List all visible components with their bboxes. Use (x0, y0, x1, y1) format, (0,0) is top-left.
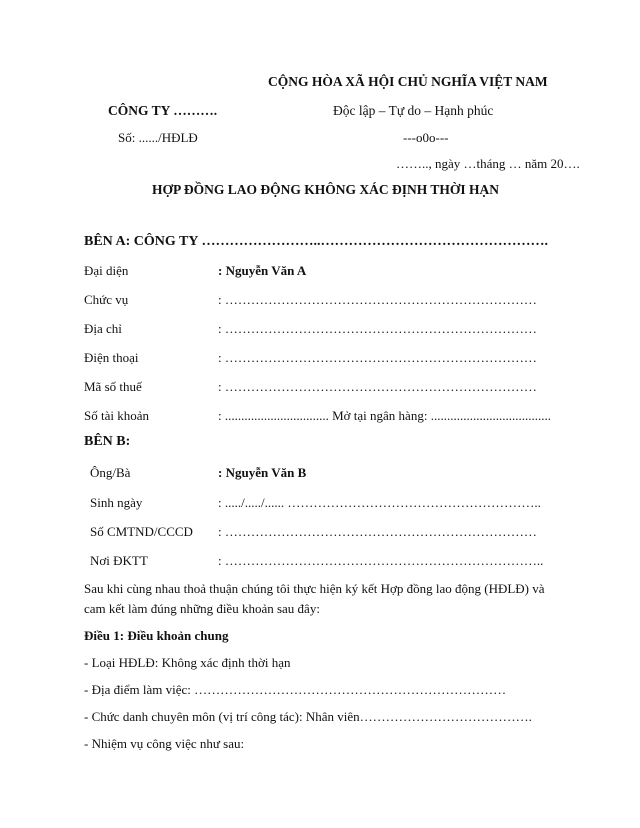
party-b-value-birthdate: : ...../...../...... ………………………………………………….. (218, 495, 541, 510)
party-a-label-position: Chức vụ (84, 292, 129, 307)
article-1-item-job-title: - Chức danh chuyên môn (vị trí công tác): Nhân viên…………………………………. (84, 709, 532, 724)
party-a-value-phone: : ……………………………………………………………… (218, 350, 537, 365)
party-a-label-address: Địa chỉ (84, 321, 122, 336)
party-a-value-account: : ................................ Mở tại ngân hàng: ..................................... (218, 408, 551, 423)
article-1-item-duties: - Nhiệm vụ công việc như sau: (84, 736, 245, 751)
party-b-label-birthdate: Sinh ngày (90, 495, 143, 510)
party-a-heading: BÊN A: CÔNG TY ……………………..…………………………………………. (84, 234, 548, 249)
motto: Độc lập – Tự do – Hạnh phúc (333, 103, 494, 118)
party-b-value-residence: : ……………………………………………………………….. (218, 553, 544, 568)
article-1-item-workplace: - Địa điểm làm việc: ……………………………………………………………… (84, 682, 507, 697)
nation-heading: CỘNG HÒA XÃ HỘI CHỦ NGHĨA VIỆT NAM (268, 74, 548, 89)
date-line: …….., ngày …tháng … năm 20…. (396, 156, 580, 171)
party-b-label-residence: Nơi ĐKTT (90, 553, 148, 568)
ornament: ---o0o--- (403, 130, 449, 145)
company-heading: CÔNG TY ………. (108, 103, 218, 118)
party-a-label-account: Số tài khoản (84, 408, 149, 423)
party-b-label-name: Ông/Bà (90, 465, 131, 480)
intro-line-2: cam kết làm đúng những điều khoản sau đây: (84, 601, 320, 616)
party-a-value-tax-code: : ……………………………………………………………… (218, 379, 537, 394)
party-b-label-id-number: Số CMTND/CCCD (90, 524, 193, 539)
party-b-value-name: : Nguyễn Văn B (218, 465, 307, 480)
party-a-label-tax-code: Mã số thuế (84, 379, 142, 394)
intro-line-1: Sau khi cùng nhau thoả thuận chúng tôi thực hiện ký kết Hợp đồng lao động (HĐLĐ) và (84, 581, 545, 596)
party-a-value-position: : ……………………………………………………………… (218, 292, 537, 307)
contract-number: Số: ....../HĐLĐ (118, 130, 198, 145)
party-b-value-id-number: : ……………………………………………………………… (218, 524, 537, 539)
article-1-heading: Điều 1: Điều khoản chung (84, 628, 229, 643)
party-b-heading: BÊN B: (84, 434, 131, 449)
party-a-value-address: : ……………………………………………………………… (218, 321, 537, 336)
party-a-label-phone: Điện thoại (84, 350, 139, 365)
party-a-value-representative: : Nguyễn Văn A (218, 263, 307, 278)
document-title: HỢP ĐỒNG LAO ĐỘNG KHÔNG XÁC ĐỊNH THỜI HẠN (152, 182, 500, 197)
party-a-label-representative: Đại diện (84, 263, 129, 278)
article-1-item-contract-type: - Loại HĐLĐ: Không xác định thời hạn (84, 655, 291, 670)
